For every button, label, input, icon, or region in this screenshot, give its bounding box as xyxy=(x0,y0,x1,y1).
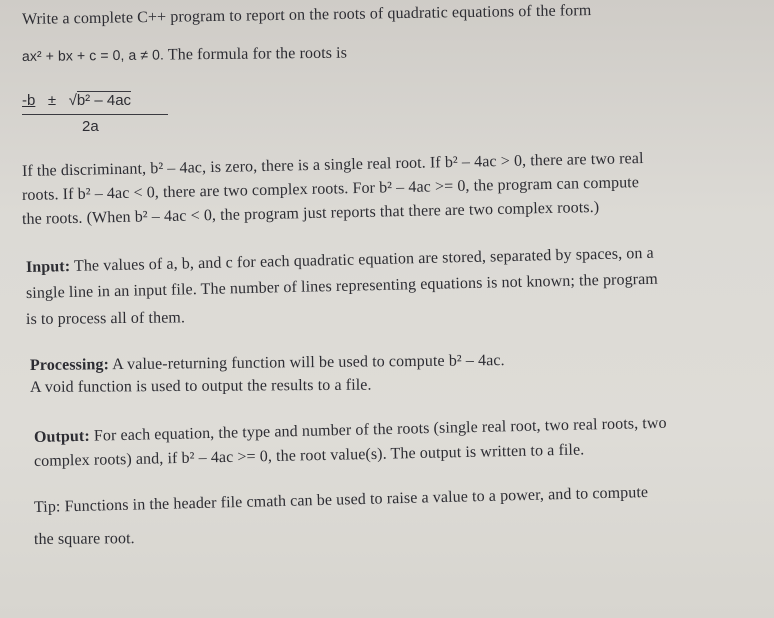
tip-line-1: Tip: Functions in the header file cmath can be used to raise a value to a power, and to compute xyxy=(33,483,649,516)
input-label: Input: xyxy=(25,257,71,276)
intro-line-1: Write a complete C++ program to report on the roots of quadratic equations of the form xyxy=(21,2,592,28)
intro-line-2 xyxy=(22,43,347,67)
output-text-1: For each equation, the type and number of the roots (single real root, two real roots, two xyxy=(89,414,667,445)
discriminant-line-3: the roots. (When b² – 4ac < 0, the program just reports that there are two complex roots.) xyxy=(21,198,600,228)
processing-line-2: A void function is used to output the results to a file. xyxy=(29,376,372,396)
formula-plus-minus: ± xyxy=(47,92,57,109)
formula-radicand: b² – 4ac xyxy=(76,92,132,109)
output-line-2: complex roots) and, if b² – 4ac >= 0, the root value(s). The output is written to a file. xyxy=(33,441,585,470)
processing-line-1 xyxy=(30,351,505,376)
sqrt-icon: √ xyxy=(68,92,77,109)
tip-line-2: the square root. xyxy=(33,530,135,548)
quadratic-equation: ax² + bx + c = 0, a ≠ 0. xyxy=(21,46,165,64)
output-label: Output: xyxy=(33,427,90,446)
input-line-3: is to process all of them. xyxy=(25,309,186,328)
formula-neg-b: -b xyxy=(22,92,36,109)
fraction-bar xyxy=(22,114,168,115)
processing-text-1: A value-returning function will be used to compute b² – 4ac. xyxy=(108,352,505,374)
discriminant-line-1: If the discriminant, b² – 4ac, is zero, there is a single real root. If b² – 4ac > 0, there are two real xyxy=(21,149,644,180)
discriminant-line-2: roots. If b² – 4ac < 0, there are two complex roots. For b² – 4ac >= 0, the program can compute xyxy=(21,174,640,204)
formula-denominator: 2a xyxy=(82,118,99,135)
processing-label: Processing: xyxy=(29,356,110,374)
input-text-1: The values of a, b, and c for each quadratic equation are stored, separated by spaces, on a xyxy=(69,244,654,275)
input-line-2: single line in an input file. The number of lines representing equations is not known; the program xyxy=(25,270,659,302)
intro-line-2-text: The formula for the roots is xyxy=(163,44,348,64)
formula-numerator xyxy=(22,92,131,109)
